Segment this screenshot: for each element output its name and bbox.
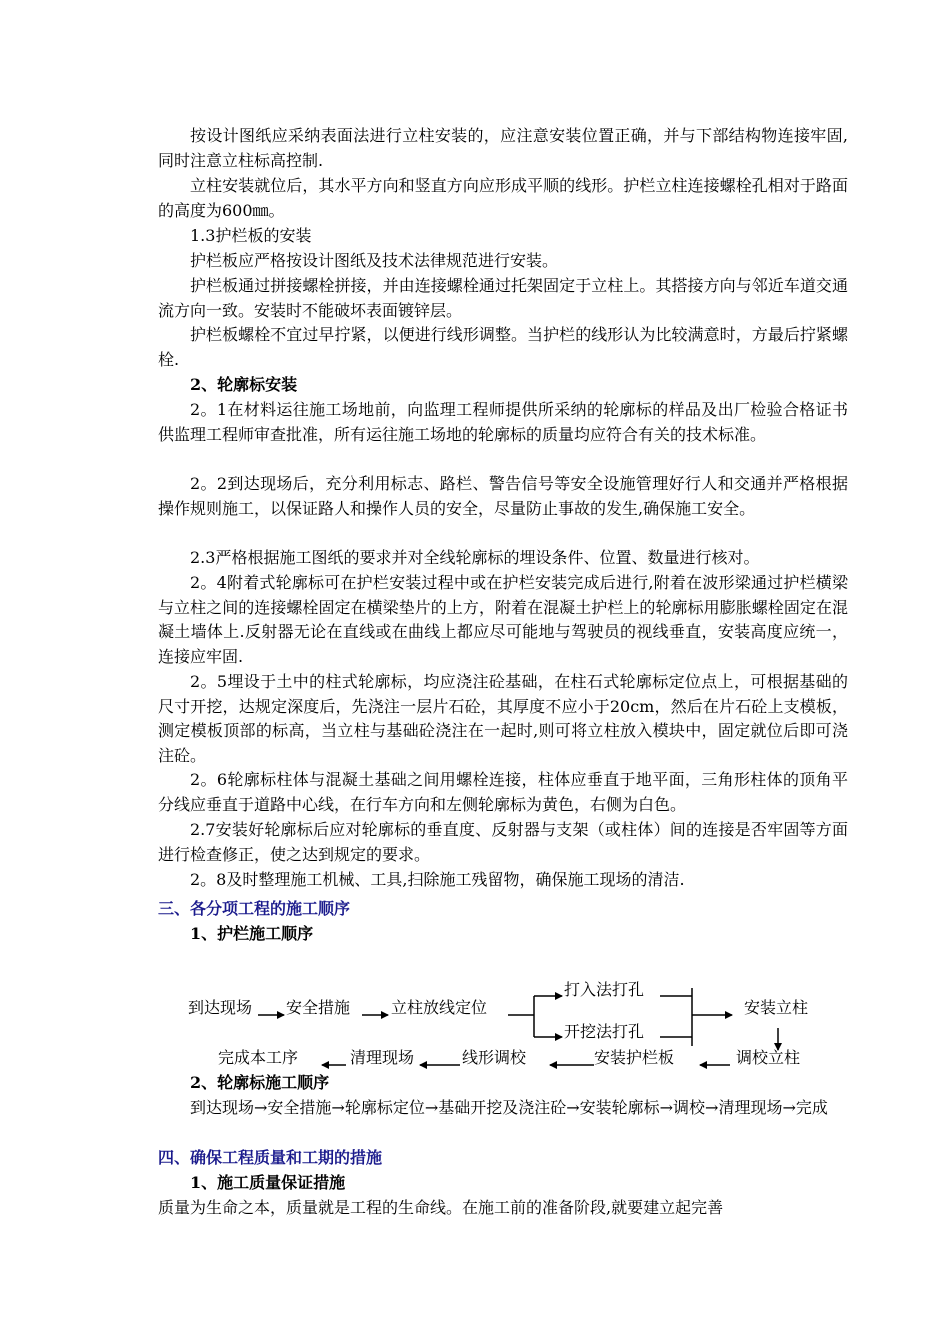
flow-node-excavation-drilling: 开挖法打孔 <box>564 1022 645 1041</box>
flow-node-column-layout: 立柱放线定位 <box>391 998 488 1017</box>
paragraph-item-2-5: 2。5埋设于土中的柱式轮廓标，均应浇注砼基础，在柱石式轮廓标定位点上，可根据基础的尺寸开挖，达规定深度后，先浇注一层片石砼，其厚度不应小于20cm，然后在片石砼上支模板，测定模板顶部的标高，当立柱与基础砼浇注在一起时,则可将立柱放入模块中，固定就位后即可浇注砼。 <box>158 672 848 765</box>
paragraph-quality-intro: 质量为生命之本，质量就是工程的生命线。在施工前的准备阶段,就要建立起完善 <box>158 1198 724 1217</box>
flow-node-complete: 完成本工序 <box>218 1048 299 1067</box>
heading-quality-measures: 四、确保工程质量和工期的措施 <box>158 1148 383 1167</box>
flow-node-install-column: 安装立柱 <box>744 998 809 1017</box>
subheading-quality-assurance: 1、施工质量保证措施 <box>190 1173 346 1192</box>
subheading-delineator-sequence: 2、轮廓标施工顺序 <box>190 1073 330 1092</box>
flow-node-install-board: 安装护栏板 <box>594 1048 675 1067</box>
paragraph-item-2-4: 2。4附着式轮廓标可在护栏安装过程中或在护栏安装完成后进行,附着在波形梁通过护栏横梁与立柱之间的连接螺栓固定在横梁垫片的上方，附着在混凝土护栏上的轮廓标用膨胀螺栓固定在混凝土墙体上.反射器无论在直线或在曲线上都应尽可能地与驾驶员的视线垂直，安装高度应统一，连接应牢固. <box>158 573 848 666</box>
paragraph-item-2-1: 2。1在材料运往施工场地前，向监理工程师提供所采纳的轮廓标的样品及出厂检验合格证书供监理工程师审查批准，所有运往施工场地的轮廓标的质量均应符合有关的技术标准。 <box>158 400 848 444</box>
flow-node-safety: 安全措施 <box>286 998 351 1017</box>
heading-construction-sequence: 三、各分项工程的施工顺序 <box>158 899 351 918</box>
paragraph-board-spec: 护栏板应严格按设计图纸及技术法律规范进行安装。 <box>190 251 559 270</box>
paragraph-item-2-8: 2。8及时整理施工机械、工具,扫除施工残留物，确保施工现场的清洁. <box>190 870 685 889</box>
paragraph-item-2-6: 2。6轮廓标柱体与混凝土基础之间用螺栓连接，柱体应垂直于地平面，三角形柱体的顶角平分线应垂直于道路中心线，在行车方向和左侧轮廓标为黄色，右侧为白色。 <box>158 770 848 814</box>
flow-node-line-adjust: 线形调校 <box>462 1048 527 1067</box>
flow-node-driven-drilling: 打入法打孔 <box>564 980 645 999</box>
paragraph-board-bolts: 护栏板螺栓不宜过早拧紧，以便进行线形调整。当护栏的线形认为比较满意时，方最后拧紧螺栓. <box>158 325 848 369</box>
flow-node-clean-site: 清理现场 <box>350 1048 415 1067</box>
paragraph-item-2-7: 2.7安装好轮廓标后应对轮廓标的垂直度、反射器与支架（或柱体）间的连接是否牢固等方面进行检查修正，使之达到规定的要求。 <box>158 820 848 864</box>
paragraph-item-2-3: 2.3严格根据施工图纸的要求并对全线轮廓标的埋设条件、位置、数量进行核对。 <box>190 548 760 567</box>
paragraph-column-install: 按设计图纸应采纳表面法进行立柱安装的，应注意安装位置正确，并与下部结构物连接牢固,同时注意立柱标高控制. <box>158 126 848 170</box>
guardrail-flowchart <box>150 960 870 1085</box>
paragraph-item-2-2: 2。2到达现场后，充分利用标志、路栏、警告信号等安全设施管理好行人和交通并严格根据操作规则施工，以保证路人和操作人员的安全，尽量防止事故的发生,确保施工安全。 <box>158 474 848 518</box>
subheading-guardrail-sequence: 1、护栏施工顺序 <box>190 924 314 943</box>
flow-node-arrive: 到达现场 <box>188 998 253 1017</box>
flow-node-adjust-column: 调校立柱 <box>736 1048 801 1067</box>
paragraph-board-splice: 护栏板通过拼接螺栓拼接，并由连接螺栓通过托架固定于立柱上。其搭接方向与邻近车道交通流方向一致。安装时不能破坏表面镀锌层。 <box>158 276 848 320</box>
heading-delineator-install: 2、轮廓标安装 <box>190 375 298 394</box>
paragraph-column-alignment: 立柱安装就位后，其水平方向和竖直方向应形成平顺的线形。护栏立柱连接螺栓孔相对于路面的高度为600㎜。 <box>158 176 848 220</box>
subheading-guardrail-board: 1.3护栏板的安装 <box>190 226 312 245</box>
paragraph-delineator-sequence: 到达现场→安全措施→轮廓标定位→基础开挖及浇注砼→安装轮廓标→调校→清理现场→完成 <box>190 1098 828 1117</box>
